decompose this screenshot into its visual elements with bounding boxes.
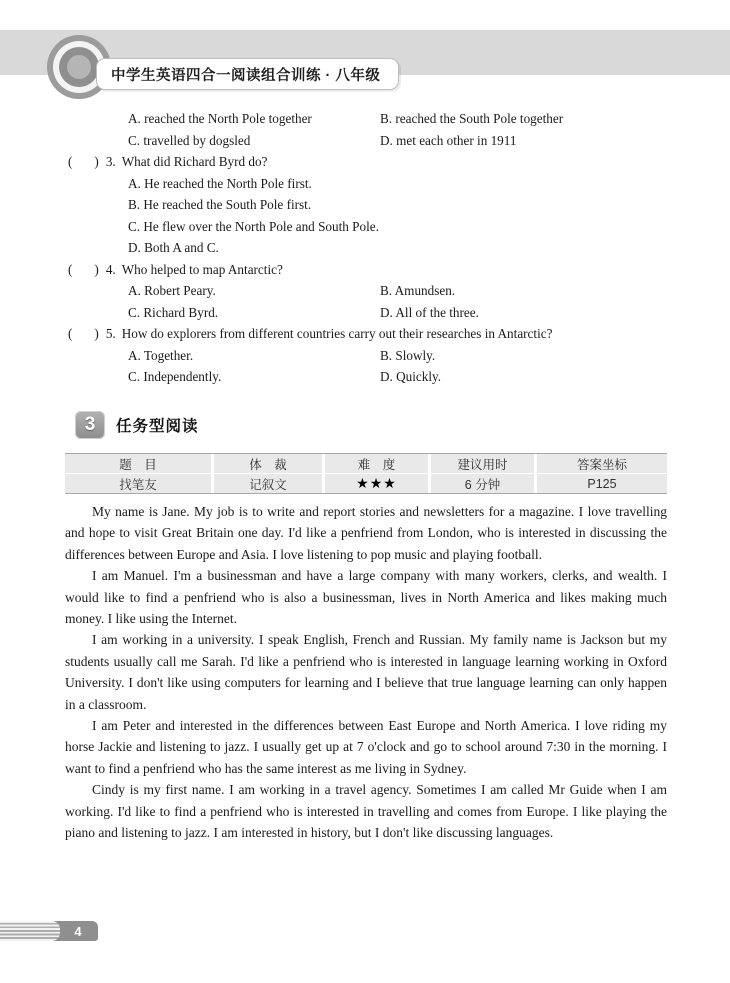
question-text: Who helped to map Antarctic? bbox=[121, 261, 283, 277]
col-header-suggested-time: 建议用时 bbox=[431, 454, 534, 473]
option-b: B. Slowly. bbox=[380, 347, 436, 363]
option-d: D. Quickly. bbox=[380, 369, 442, 384]
question-number: 4. bbox=[105, 261, 116, 277]
question-text: What did Richard Byrd do? bbox=[121, 154, 268, 169]
option-d: D. All of the three. bbox=[380, 304, 479, 320]
value-genre: 记叙文 bbox=[214, 474, 322, 493]
option-a: A. Robert Peary. bbox=[128, 283, 216, 298]
question-text: How do explorers from different countries carry out their researches in Antarctic? bbox=[121, 326, 553, 341]
passage-paragraph: I am Manuel. I'm a businessman and have a large company with many workers, clerks, and wealth. I would like to find a penfriend who is also a businessman, lives in North America and likes making much money. I like using the Internet. bbox=[65, 568, 667, 627]
question-3 bbox=[65, 151, 667, 173]
value-title: 找笔友 bbox=[65, 474, 211, 493]
value-suggested-time: 6 分钟 bbox=[431, 474, 534, 493]
passage-paragraph: My name is Jane. My job is to write and report stories and newsletters for a magazine. I love travelling and hope to visit Great Britain one day. I'd like a penfriend from London, who is interested in discussing the differences between Europe and Asia. I love listening to pop music and playing football. bbox=[65, 504, 667, 562]
reading-info-table bbox=[65, 453, 667, 494]
option-a: A. reached the North Pole together bbox=[128, 111, 312, 126]
option-a: A. Together. bbox=[128, 347, 194, 363]
option-c: C. Richard Byrd. bbox=[128, 304, 219, 320]
option-d: D. met each other in 1911 bbox=[380, 132, 517, 148]
series-title: 中学生英语四合一阅读组合训练 · 八年级 bbox=[111, 67, 381, 84]
page-number-band bbox=[0, 921, 98, 941]
answer-bracket: ( ) bbox=[68, 154, 99, 169]
table-value-row bbox=[65, 474, 667, 493]
page-edge-stripes bbox=[0, 921, 60, 941]
value-difficulty-stars: ★★★ bbox=[325, 474, 428, 493]
passage-paragraph: I am working in a university. I speak English, French and Russian. My family name is Jackson but my students usually call me Sarah. I'd like a penfriend who is interested in language learning working in Oxford University. I don't like using computers for learning and I believe that true language learning can only happen in a classroom. bbox=[65, 632, 667, 712]
answer-bracket: ( ) bbox=[68, 261, 99, 277]
option-a: A. He reached the North Pole first. bbox=[128, 175, 312, 191]
option-row bbox=[65, 345, 667, 367]
option-row bbox=[65, 302, 667, 324]
table-header-row bbox=[65, 454, 667, 473]
option-b: B. reached the South Pole together bbox=[380, 111, 564, 126]
value-answer-page: P125 bbox=[537, 474, 667, 493]
option-b: B. He reached the South Pole first. bbox=[128, 197, 312, 212]
passage-paragraph: Cindy is my first name. I am working in a travel agency. Sometimes I am called Mr Guide when I am working. I'd like to find a penfriend who is interested in travelling and comes from Europe. I like playing the piano and listening to jazz. I am interested in history, but I don't like discussing languages. bbox=[65, 782, 667, 841]
question-number: 5. bbox=[105, 326, 116, 341]
multiple-choice-section bbox=[65, 108, 667, 388]
answer-bracket: ( ) bbox=[68, 326, 99, 341]
option-b: B. Amundsen. bbox=[380, 283, 456, 298]
section-number-badge: 3 bbox=[75, 411, 105, 439]
option-d: D. Both A and C. bbox=[128, 240, 219, 255]
option-row bbox=[65, 366, 667, 388]
question-4 bbox=[65, 259, 667, 281]
question-5 bbox=[65, 323, 667, 345]
section-header bbox=[75, 411, 199, 439]
option-row bbox=[65, 130, 667, 152]
col-header-title: 题 目 bbox=[65, 454, 211, 473]
option-c: C. travelled by dogsled bbox=[128, 132, 251, 148]
passage-paragraph: I am Peter and interested in the differences between East Europe and North America. I love riding my horse Jackie and listening to jazz. I usually get up at 7 o'clock and go to school around 7:30 in the morning. I want to find a penfriend who has the same interest as me living in Sydney. bbox=[65, 718, 667, 776]
reading-passage bbox=[65, 501, 667, 844]
option-row bbox=[65, 280, 667, 302]
option-c: C. Independently. bbox=[128, 369, 222, 384]
col-header-answer-page: 答案坐标 bbox=[537, 454, 667, 473]
question-number: 3. bbox=[105, 154, 116, 169]
col-header-genre: 体 裁 bbox=[214, 454, 322, 473]
page-number: 4 bbox=[74, 923, 82, 939]
logo-center bbox=[67, 55, 91, 79]
section-title: 任务型阅读 bbox=[116, 418, 199, 435]
option-row bbox=[65, 108, 667, 130]
option-c: C. He flew over the North Pole and South Pole. bbox=[128, 218, 379, 234]
col-header-difficulty: 难 度 bbox=[325, 454, 428, 473]
logo-ring bbox=[59, 47, 99, 87]
series-title-badge bbox=[96, 58, 399, 90]
